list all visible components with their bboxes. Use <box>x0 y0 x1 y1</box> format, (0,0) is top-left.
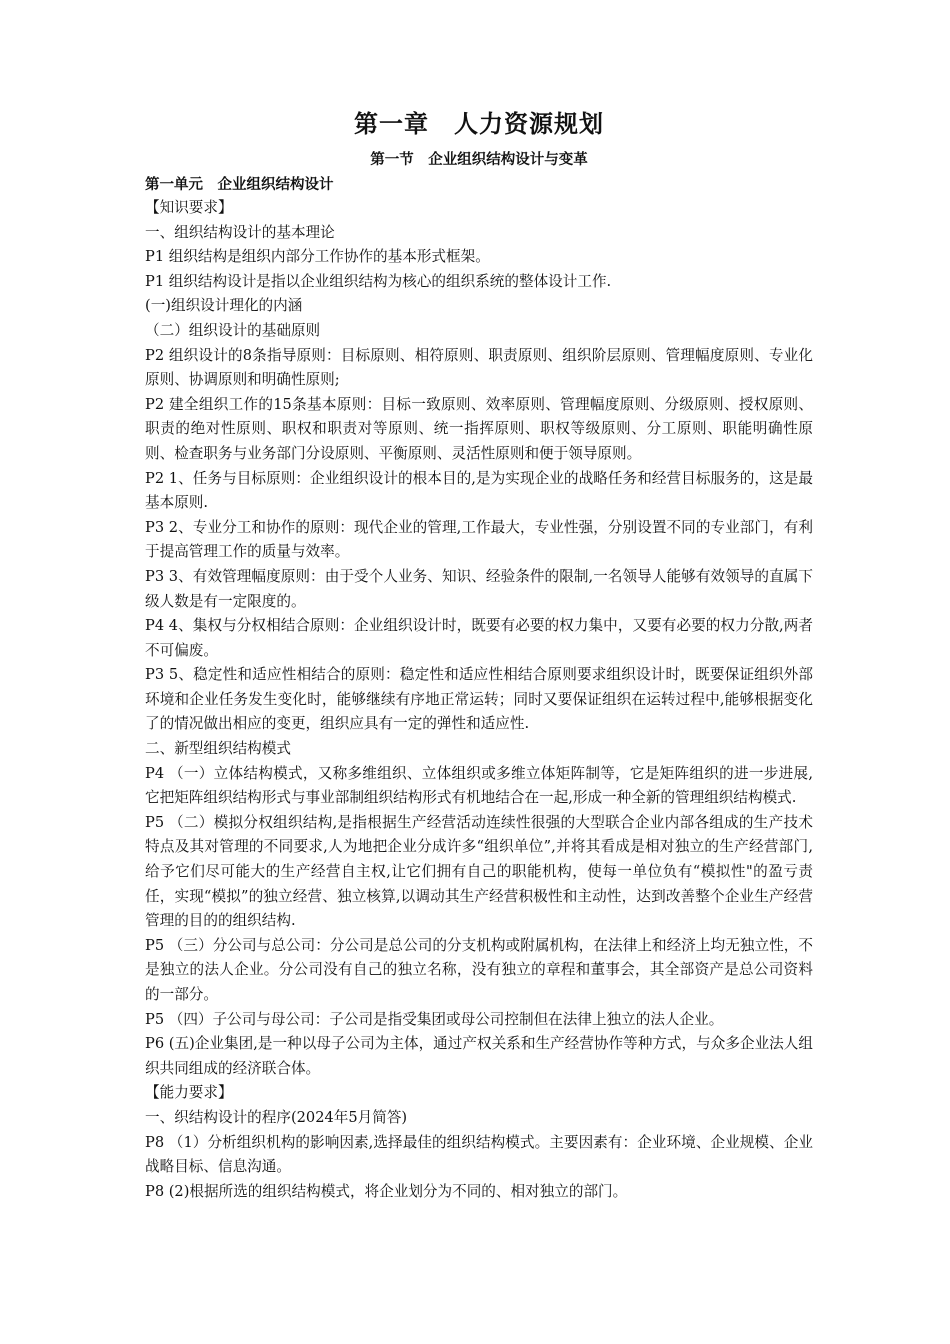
paragraph: P3 3、有效管理幅度原则：由于受个人业务、知识、经验条件的限制,一名领导人能够有效领导的直属下级人数是有一定限度的。 <box>145 567 813 610</box>
section-title: 第一节 企业组织结构设计与变革 <box>370 152 588 168</box>
paragraph: P1 组织结构是组织内部分工作协作的基本形式框架。 <box>145 248 490 266</box>
subheading: (一)组织设计理化的内涵 <box>145 297 303 315</box>
heading-new-structure-models: 二、新型组织结构模式 <box>145 740 291 758</box>
paragraph: P2 建全组织工作的15条基本原则：目标一致原则、效率原则、管理幅度原则、分级原则、授权原则、职责的绝对性原则、职权和职责对等原则、统一指挥原则、职权等级原则、分工原则、职能明确性原则、检查职务与业务部门分设原则、平衡原则、灵活性原则和便于领导原则。 <box>145 395 813 462</box>
ability-requirements-heading: 【能力要求】 <box>145 1084 233 1102</box>
paragraph: P5 （三）分公司与总公司：分公司是总公司的分支机构或附属机构，在法律上和经济上均无独立性，不是独立的法人企业。分公司没有自己的独立名称，没有独立的章程和董事会，其全部资产是总公司资料的一部分。 <box>145 936 813 1003</box>
paragraph: P2 1、任务与目标原则：企业组织设计的根本目的,是为实现企业的战略任务和经营目标服务的，这是最基本原则. <box>145 469 813 512</box>
paragraph: P2 组织设计的8条指导原则：目标原则、相符原则、职责原则、组织阶层原则、管理幅度原则、专业化原则、协调原则和明确性原则; <box>145 346 813 389</box>
knowledge-requirements-heading: 【知识要求】 <box>145 199 233 216</box>
paragraph: P6 (五)企业集团,是一种以母子公司为主体，通过产权关系和生产经营协作等种方式，与众多企业法人组织共同组成的经济联合体。 <box>145 1035 813 1077</box>
paragraph: P4 （一）立体结构模式，又称多维组织、立体组织或多维立体矩阵制等，它是矩阵组织的进一步进展,它把矩阵组织结构形式与事业部制组织结构形式有机地结合在一起,形成一种全新的管理组织结构模式. <box>145 764 813 807</box>
paragraph: P8 (2)根据所选的组织结构模式，将企业划分为不同的、相对独立的部门。 <box>145 1182 628 1200</box>
unit-title: 第一单元 企业组织结构设计 <box>145 177 334 193</box>
chapter-title: 第一章 人力资源规划 <box>354 110 604 138</box>
paragraph: P4 4、集权与分权相结合原则：企业组织设计时，既要有必要的权力集中，又要有必要的权力分散,两者不可偏废。 <box>145 617 813 659</box>
heading-basic-theory: 一、组织结构设计的基本理论 <box>145 223 335 241</box>
document-page <box>145 108 813 1204</box>
paragraph: P8 （1）分析组织机构的影响因素,选择最佳的组织结构模式。主要因素有：企业环境、企业规模、企业战略目标、信息沟通。 <box>145 1133 813 1176</box>
subheading: （二）组织设计的基础原则 <box>145 321 321 339</box>
paragraph: P1 组织结构设计是指以企业组织结构为核心的组织系统的整体设计工作. <box>145 272 612 290</box>
paragraph: P3 5、稳定性和适应性相结合的原则：稳定性和适应性相结合原则要求组织设计时，既要保证组织外部环境和企业任务发生变化时，能够继续有序地正常运转；同时又要保证组织在运转过程中,能够根据变化了的情况做出相应的变更，组织应具有一定的弹性和适应性. <box>145 666 813 733</box>
paragraph: P5 （二）模拟分权组织结构,是指根据生产经营活动连续性很强的大型联合企业内部各组成的生产技术特点及其对管理的不同要求,人为地把企业分成许多“组织单位”,并将其看成是相对独立的生产经营部门,给予它们尽可能大的生产经营自主权,让它们拥有自己的职能机构，使每一单位负有“模拟性"的盈亏责任，实现“模拟”的独立经营、独立核算,以调动其生产经营积极性和主动性，达到改善整个企业生产经营管理的目的的组织结构. <box>145 813 813 930</box>
heading-design-procedure: 一、织结构设计的程序(2024年5月简答) <box>145 1108 408 1126</box>
paragraph: P3 2、专业分工和协作的原则：现代企业的管理,工作最大，专业性强，分别设置不同的专业部门，有利于提高管理工作的质量与效率。 <box>145 518 813 561</box>
paragraph: P5 （四）子公司与母公司：子公司是指受集团或母公司控制但在法律上独立的法人企业。 <box>145 1010 724 1028</box>
